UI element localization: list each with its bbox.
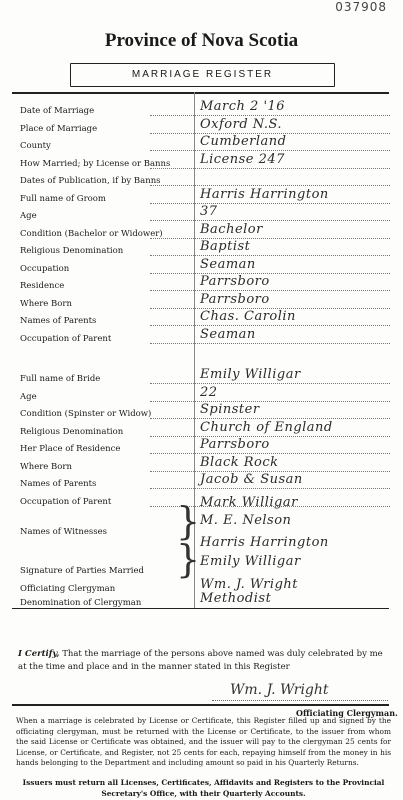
field-value: March 2 '16 [200,99,286,114]
field-label: Full name of Groom [20,193,106,204]
field-value: Chas. Carolin [200,309,296,324]
form-subtitle: MARRIAGE REGISTER [70,63,335,87]
field-value: Emily Willigar [200,367,301,382]
field-value: Parrsboro [200,291,270,307]
field-value: Baptist [200,239,251,254]
field-value: Church of England [200,419,333,435]
field-value: Spinster [200,402,260,417]
signature-groom-value: Harris Harrington [200,535,329,550]
field-value: Seaman [200,256,256,272]
field-label: Her Place of Residence [20,444,121,454]
witnesses-label: Names of Witnesses [20,527,107,537]
field-label: Age [20,211,37,221]
field-label: Names of Parents [20,316,97,326]
field-value: Parrsboro [200,437,270,452]
field-dotted-line [150,488,390,489]
field-label: Occupation of Parent [20,496,112,507]
field-label: Residence [20,281,65,291]
field-label: Names of Parents [20,479,97,489]
field-value: 22 [200,384,218,400]
field-label: Dates of Publication, if by Banns [20,176,161,186]
field-value: Seaman [200,326,256,342]
field-label: Where Born [20,298,72,309]
signature-bride-value: Emily Willigar [200,554,301,569]
field-label: Full name of Bride [20,374,101,384]
signature-caption: Officiating Clergyman. [296,708,398,718]
field-value: Bachelor [200,221,263,237]
field-value: Cumberland [200,134,287,149]
bottom-divider [12,704,389,706]
clergy-denomination-value: Methodist [200,591,272,606]
field-label: Occupation [20,263,70,274]
witness-1-value: Mark Willigar [200,495,298,510]
field-label: Religious Denomination [20,246,124,256]
section-divider [12,608,389,609]
signatures-label: Signature of Parties Married [20,566,144,576]
instructions-notice: When a marriage is celebrated by License or Certificate, this Register filled up and signed by the officiating clergyman, must be returned with the License or Certificate, to the issuer from whom the said License or Certificate was obtained, and the issuer will pay to the clergyman 25 cents for License, or Certificate, and Register, not 25 cents for each, repaying himself from the money in his hands belonging to the Department and including amount so paid in his Quarterly Returns. [16,716,391,767]
certify-lead: I Certify, [18,649,60,659]
record-number-stamp: 037908 [335,0,387,14]
field-value: Harris Harrington [200,186,329,202]
field-label: Condition (Spinster or Widow) [20,409,152,419]
officiating-clergyman-label: Officiating Clergyman [20,584,116,594]
witnesses-brace: } [176,499,201,543]
field-label: Condition (Bachelor or Widower) [20,228,163,239]
certify-body: That the marriage of the persons above named was duly celebrated by me at the time and place and in the manner stated in this Register [18,649,383,672]
field-dotted-line [150,343,390,344]
top-divider [12,92,389,94]
field-value: Oxford N.S. [200,116,283,132]
witness-2-value: M. E. Nelson [200,513,292,528]
field-value: Parrsboro [200,274,270,289]
clergy-denomination-label: Denomination of Clergyman [20,598,142,608]
field-value: 37 [200,204,218,219]
officiating-clergyman-value: Wm. J. Wright [200,577,298,592]
field-value: Black Rock [200,454,279,470]
field-label: Date of Marriage [20,106,95,116]
field-dotted-line [150,168,390,169]
field-label: Age [20,391,37,402]
field-label: Occupation of Parent [20,333,112,344]
field-label: Religious Denomination [20,426,124,437]
field-label: County [20,141,51,151]
signature-line [212,700,388,701]
field-value: License 247 [200,151,285,167]
clergy-signature: Wm. J. Wright [230,682,329,698]
signatures-brace: } [176,537,201,581]
field-label: Where Born [20,461,72,472]
field-value: Jacob & Susan [200,472,303,487]
certification-text [18,648,388,674]
field-label: How Married; by License or Banns [20,158,171,169]
field-label: Place of Marriage [20,123,98,134]
footer-notice: Issuers must return all Licenses, Certificates, Affidavits and Registers to the Provincial Secretary's Office, with their Quarterly Accounts. [22,778,385,798]
form-title: Province of Nova Scotia [104,30,299,51]
